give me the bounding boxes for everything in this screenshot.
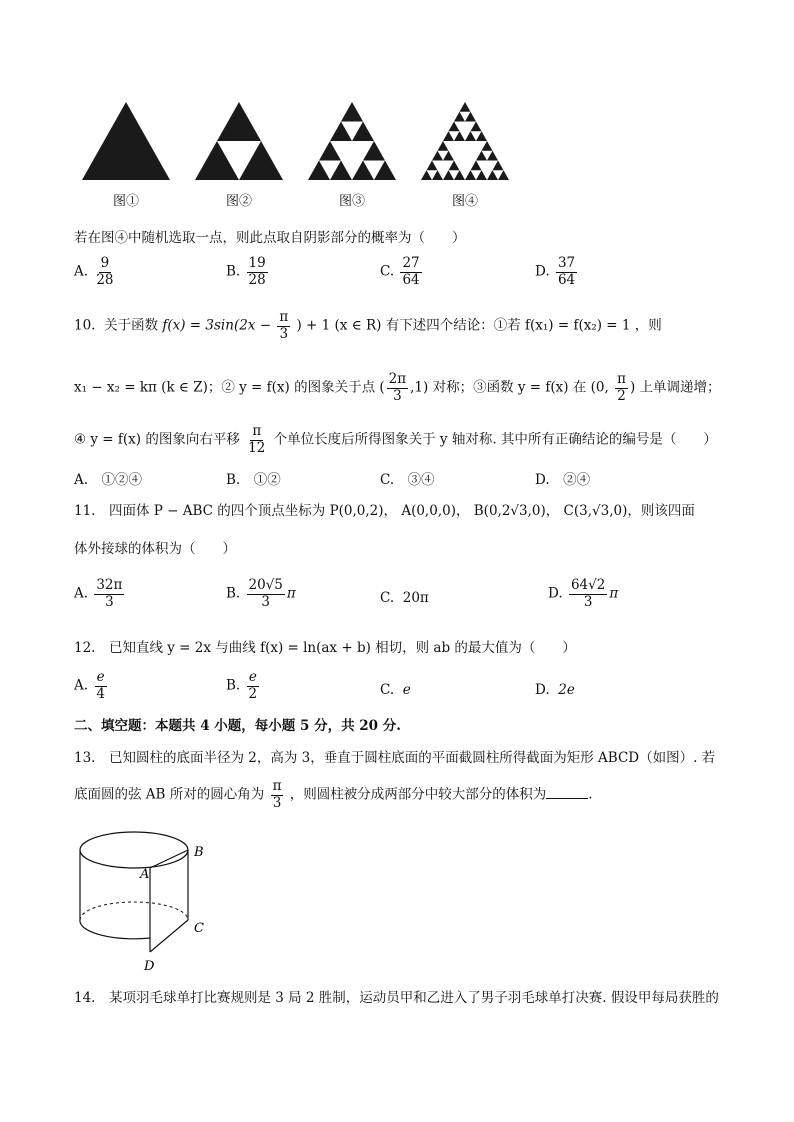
- sierpinski-figures: [78, 100, 518, 215]
- shaded-triangle: [465, 170, 476, 180]
- q13-line-1: 13. 已知圆柱的底面半径为 2，高为 3，垂直于圆柱底面的平面截圆柱所得截面为矩形 ABCD（如图）. 若: [74, 750, 716, 766]
- figure-caption: 图③: [338, 194, 365, 209]
- shaded-triangle: [239, 141, 283, 180]
- shaded-triangle: [471, 122, 482, 132]
- shaded-triangle: [427, 161, 438, 171]
- shaded-triangle: [432, 170, 443, 180]
- shaded-triangle: [330, 122, 352, 142]
- shaded-triangle: [443, 131, 454, 141]
- shaded-triangle: [195, 141, 239, 180]
- q13-line-2: 底面圆的弦 AB 所对的圆心角为 $\frac{\pi}{3}$ ，则圆柱被分成两部分中较大部分的体积为 .: [74, 778, 593, 811]
- q11-option-b: B. $\frac{20√5}{3}$ π: [226, 577, 296, 610]
- shaded-triangle: [476, 131, 487, 141]
- shaded-triangle: [460, 102, 471, 112]
- sierpinski-level-4: [417, 100, 513, 182]
- shaded-triangle: [465, 112, 476, 122]
- q10-option-b: B. ①②: [226, 472, 281, 488]
- sierpinski-level-3: [304, 100, 400, 182]
- shaded-triangle: [374, 161, 396, 181]
- q14-line: 14. 某项羽毛球单打比赛规则是 3 局 2 胜制，运动员甲和乙进入了男子羽毛球单打决赛. 假设甲每局获胜的: [74, 990, 719, 1006]
- q12-line: 12. 已知直线 y = 2x 与曲线 f(x) = ln(ax + b) 相切，则 ab 的最大值为（ ）: [74, 640, 576, 656]
- sierpinski-level-1: [78, 100, 174, 182]
- q9-option-a: A. $\frac{9}{28}$: [74, 255, 114, 288]
- figure-caption: 图④: [451, 194, 478, 209]
- shaded-triangle: [476, 151, 487, 161]
- shaded-triangle: [438, 141, 449, 151]
- shaded-triangle: [498, 170, 509, 180]
- shaded-triangle: [471, 161, 482, 171]
- q9-option-c: C. $\frac{27}{64}$: [380, 255, 420, 288]
- shaded-triangle: [432, 151, 443, 161]
- q10-line-2: x₁ − x₂ = kπ (k ∈ Z)；② y = f(x) 的图象关于点 ( $\frac{2\pi}{3}$ ,1) 对称；③函数 y = f(x) 在 (0, $\frac{\pi}{2}$ ) 上单调递增；: [74, 371, 721, 404]
- shaded-triangle: [487, 170, 498, 180]
- section-heading: 二、填空题：本题共 4 小题，每小题 5 分，共 20 分.: [74, 718, 401, 734]
- shaded-triangle: [465, 131, 476, 141]
- label-d: D: [144, 959, 155, 974]
- q10-option-c: C. ③④: [380, 472, 435, 488]
- q9-option-d: D. $\frac{37}{64}$: [535, 255, 576, 288]
- shaded-triangle: [443, 151, 454, 161]
- shaded-triangle: [308, 161, 330, 181]
- shaded-triangle: [352, 122, 374, 142]
- label-c: C: [194, 921, 204, 936]
- shaded-triangle: [454, 131, 465, 141]
- shaded-triangle: [341, 102, 363, 122]
- shaded-triangle: [487, 151, 498, 161]
- q12-option-d: D. 2e: [535, 682, 575, 698]
- shaded-triangle: [352, 161, 374, 181]
- figure-1: [78, 100, 174, 209]
- shaded-triangle: [330, 161, 352, 181]
- shaded-triangle: [319, 141, 341, 161]
- shaded-triangle: [493, 161, 504, 171]
- figure-2: [191, 100, 287, 209]
- q10-line-1: 10. 关于函数 f(x) = 3sin(2x − $\frac{\pi}{3}$ ) + 1 (x ∈ R) 有下述四个结论：①若 f(x₁) = f(x₂) = 1 ，则: [74, 309, 662, 342]
- figure-caption: 图①: [112, 194, 139, 209]
- shaded-triangle: [482, 141, 493, 151]
- q11-line-2: 体外接球的体积为（ ）: [74, 541, 236, 557]
- shaded-triangle: [449, 122, 460, 132]
- shaded-triangle: [454, 112, 465, 122]
- shaded-triangle: [443, 170, 454, 180]
- q12-option-c: C. e: [380, 682, 411, 698]
- shaded-triangle: [421, 170, 432, 180]
- q11-option-d: D. $\frac{64√2}{3}$ π: [548, 577, 619, 610]
- q10-line-3: ④ y = f(x) 的图象向右平移 $\frac{\pi}{12}$ 个单位长度后所得图象关于 y 轴对称. 其中所有正确结论的编号是（ ）: [74, 423, 717, 456]
- q12-option-b: B. $\frac{e}{2}$: [226, 669, 258, 702]
- sierpinski-level-2: [191, 100, 287, 182]
- q11-line-1: 11. 四面体 P − ABC 的四个顶点坐标为 P(0,0,2)， A(0,0,0)， B(0,2√3,0)， C(3,√3,0)，则该四面: [74, 503, 695, 519]
- figure-3: [304, 100, 400, 209]
- cylinder-figure: [74, 828, 234, 978]
- shaded-triangle: [363, 141, 385, 161]
- shaded-triangle: [449, 161, 460, 171]
- q11-option-c: C. 20π: [380, 590, 429, 606]
- shaded-triangle: [217, 102, 261, 141]
- q9-stem: 若在图④中随机选取一点，则此点取自阴影部分的概率为（ ）: [74, 230, 466, 246]
- shaded-triangle: [454, 170, 465, 180]
- answer-blank[interactable]: [546, 798, 588, 799]
- q10-option-a: A. ①②④: [74, 472, 143, 488]
- q11-option-a: A. $\frac{32\pi}{3}$: [74, 577, 123, 610]
- shaded-triangle: [476, 170, 487, 180]
- q12-option-a: A. $\frac{e}{4}$: [74, 669, 105, 702]
- shaded-triangle: [82, 102, 170, 180]
- q9-option-b: B. $\frac{19}{28}$: [226, 255, 266, 288]
- label-a: A: [140, 867, 150, 882]
- label-b: B: [194, 845, 204, 860]
- figure-caption: 图②: [225, 194, 252, 209]
- q10-option-d: D. ②④: [535, 472, 591, 488]
- figure-4: [417, 100, 513, 209]
